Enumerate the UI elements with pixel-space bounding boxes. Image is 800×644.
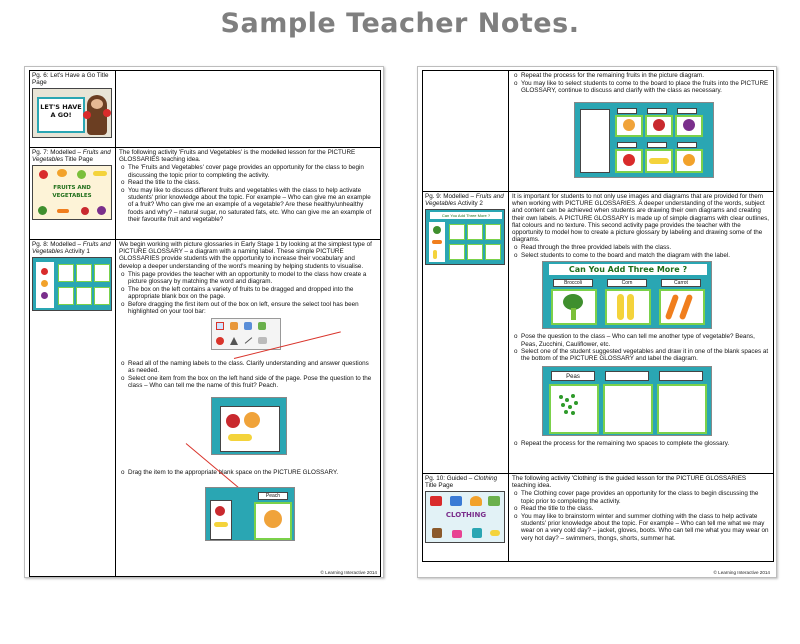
page-title: Sample Teacher Notes. <box>220 8 580 39</box>
boxing-glove-icon <box>103 109 111 117</box>
pea-icon <box>568 405 572 409</box>
pea-icon <box>574 401 578 405</box>
fruit-label <box>647 142 667 148</box>
corn-label: Corn <box>607 279 647 287</box>
banana-icon <box>649 158 669 164</box>
bullet: o Select students to come to the board and match the diagram with the label. <box>512 252 770 259</box>
line-tool-icon <box>245 337 253 344</box>
toolbar-screenshot <box>211 318 281 350</box>
fruit-label <box>677 142 697 148</box>
strawberry-icon <box>215 506 225 516</box>
carrot-icon <box>432 240 442 244</box>
banana-icon <box>93 171 107 176</box>
bullet: o The box on the left contains a variety of fruits to be dragged and dropped into the appropriate blank box on the page. <box>119 286 377 300</box>
row-label <box>30 148 116 239</box>
label-suffix: Activity 1 <box>63 248 90 255</box>
bullet: o Before dragging the first item out of the box on left, ensure the select tool has been highlighted on your tool bar: <box>119 301 377 315</box>
right-notes-table <box>422 70 774 562</box>
row-label-text <box>425 193 506 207</box>
shorts-icon <box>450 496 462 506</box>
pea-icon <box>561 403 565 407</box>
orange-icon <box>41 280 48 287</box>
peach-icon <box>623 119 635 131</box>
bullet-text: Select students to come to the board and match the diagram with the label. <box>521 252 730 260</box>
bullet-text: The box on the left contains a variety of fruits to be dragged and dropped into the appropriate blank box on the page. <box>128 285 354 300</box>
blank-box <box>76 264 92 282</box>
bullet-text: Repeat the process for the remaining fruits in the picture diagram. <box>521 72 705 79</box>
label-prefix: Pg. 10: Guided – <box>425 475 475 482</box>
bullet: o Repeat the process for the remaining two spaces to complete the glossary. <box>512 440 770 447</box>
label-italic: Fruits and Vegetables <box>32 241 111 255</box>
bullet-text: Read through the three provided labels with the class. <box>521 244 672 252</box>
pea-icon <box>571 411 575 415</box>
boxing-glove-icon <box>83 111 91 119</box>
thumb-title-line: FRUITS AND <box>53 185 91 191</box>
eraser-icon <box>258 337 267 344</box>
intro-text: The following activity 'Fruits and Vegetables' is the modelled lesson for the PICTURE GLOSSARIES teaching idea. <box>119 149 356 164</box>
select-tool-icon <box>216 322 224 330</box>
row-label <box>30 240 116 576</box>
grapes-icon <box>683 119 695 131</box>
vegetable-banner: Can You Add Three More ? <box>549 264 707 275</box>
thumb-title <box>39 103 83 119</box>
blank-box <box>94 264 110 282</box>
row-label-text <box>425 475 506 489</box>
hat-icon <box>470 496 482 506</box>
bullet: o You may like to brainstorm winter and summer clothing with the class to help activate students' prior knowledge about the topic. For example – Who can tell me what we may wear on a very cold day? – jacket, gloves, boots. Who can tell me what you may wear on very hot day? – swimmers, thongs, shorts, summer hat. <box>514 513 769 542</box>
bullet-text: You may like to select students to come to the board to place the fruits into the PICTURE GLOSSARY, continue to discuss and clarify with the class as necessary. <box>521 79 769 94</box>
row-label <box>423 192 509 473</box>
corn-icon <box>617 294 624 320</box>
bullet-text: You may like to brainstorm winter and summer clothing with the class to help activate students' prior knowledge about the topic. For example – Who can tell me what we may wear on a very cold day? – jacket, gloves, boots. Who can tell me what you may wear on very hot day? – swimmers, thongs, shorts, summer hat. <box>521 513 769 542</box>
blank-label <box>659 371 703 381</box>
bullet-text: You may like to discuss different fruits and vegetables with the class to help activate students' prior knowledge about the topic. For example – Who can give me an example of a fruit? Who can give me an example of a vegetable? Are these healthy/unhealthy foods and why? – natural sugar, no saturated fats, etc. Who can give me an example of their favourite fruit and vegetable? <box>128 187 372 223</box>
bullet: o Pose the question to the class – Who can tell me another type of vegetable? Beans, Peas, Zucchini, Cauliflower, etc. <box>512 333 770 347</box>
apple-icon <box>623 154 635 166</box>
bullet: o Read the title to the class. <box>512 505 770 512</box>
row-pg7 <box>29 148 381 240</box>
apple-icon <box>41 268 48 275</box>
bullet: o Read the title to the class. <box>119 179 377 186</box>
fruit-label <box>617 108 637 114</box>
fruit-label <box>677 108 697 114</box>
fruit-label <box>617 142 637 148</box>
monkey-face-icon <box>91 99 103 109</box>
bullet-text: Pose the question to the class – Who can tell me another type of vegetable? Beans, Peas, Zucchini, Cauliflower, etc. <box>521 333 755 348</box>
row-pg9 <box>422 192 774 474</box>
blank-box <box>94 287 110 305</box>
peas-label: Peas <box>551 371 595 381</box>
fruit-source-box <box>580 109 610 173</box>
swimmers-icon <box>472 528 482 538</box>
thumb-title-line: LET'S HAVE <box>40 103 82 111</box>
blank-label <box>605 371 649 381</box>
intro-text: We begin working with picture glossaries in Early Stage 1 by looking at the simplest type of PICTURE GLOSSARY – a diagram with a naming label. These simple PICTURE GLOSSARIES provide students with the opportunity to increase their vocabulary and develop a deeper understanding of the word's meaning by helping students to visualise. <box>119 241 372 270</box>
fruit-label <box>647 108 667 114</box>
peach-glossary-screenshot <box>205 487 295 541</box>
orange-icon <box>683 154 695 166</box>
row-label <box>30 71 116 147</box>
bullet: o The 'Fruits and Vegetables' cover page provides an opportunity for the class to begin discussing the topic prior to completing the activity. <box>119 164 377 178</box>
apple-icon <box>39 170 48 179</box>
bullet-text: Select one item from the box on the left hand side of the page. Pose the question to the class – Who can tell me the name of this fruit? Peach. <box>128 374 372 390</box>
activity2-thumbnail <box>425 209 505 265</box>
thumb-title: CLOTHING <box>445 511 487 519</box>
pea-icon <box>559 395 563 399</box>
thumb-banner: Can You Add Three More ? <box>430 212 502 219</box>
bullet: o Read all of the naming labels to the class. Clarify understanding and answer questions as needed. <box>119 360 377 374</box>
carrot-label: Carrot <box>661 279 701 287</box>
right-notes-page <box>417 66 777 578</box>
row-notes <box>509 474 773 561</box>
bullet-text: Read the title to the class. <box>521 505 594 513</box>
jacket-icon <box>488 496 500 506</box>
pea-icon <box>565 398 569 402</box>
fill-tool-icon <box>258 322 266 330</box>
bullet-text: Read all of the naming labels to the class. Clarify understanding and answer questions as needed. <box>128 360 369 375</box>
bullet: o Select one of the student suggested vegetables and draw it in one of the blank spaces at the bottom of the PICTURE GLOSSARY and label the diagram. <box>514 348 769 363</box>
shape-tool-icon <box>216 337 224 345</box>
pen-tool-icon <box>230 322 238 330</box>
broccoli-icon <box>433 226 441 234</box>
row-notes <box>509 192 773 473</box>
broccoli-icon <box>38 206 47 215</box>
row-pg6 <box>29 70 381 148</box>
row-label <box>423 474 509 561</box>
label-italic: Fruits and Vegetables <box>32 149 111 163</box>
bullet-text: Read the title to the class. <box>128 179 201 187</box>
blank-box <box>467 244 483 260</box>
pear-icon <box>77 170 86 179</box>
thumb-title <box>47 184 97 206</box>
bullet-text: The Clothing cover page provides an opportunity for the class to begin discussing the topic prior to completing the activity. <box>521 490 759 505</box>
clothing-thumbnail <box>425 491 505 543</box>
intro-text: It is important for students to not only use images and diagrams that are provided for them when working with PICTURE GLOSSARIES. A deeper understanding of the words, subject and content can be achieved when students are drawing their own diagrams and creating their own labels. A PICTURE GLOSSARY is made up of simple diagrams with clear outlines, flat colours and no texture. This second activity page provides the teacher with the opportunity to model how to create a picture glossary by labeling and drawing some of the diagrams. <box>512 193 770 244</box>
bullet-text: Before dragging the first item out of the box on left, ensure the select tool has been highlighted on your tool bar: <box>128 300 359 315</box>
carrot-icon <box>57 209 69 213</box>
copyright-footer: © Learning Interactive 2014 <box>320 570 377 575</box>
bullet-text: Repeat the process for the remaining two spaces to complete the glossary. <box>521 439 730 447</box>
fruit-drag-screenshot <box>211 397 287 455</box>
thongs-icon <box>490 530 500 536</box>
corn-icon <box>433 250 437 259</box>
peas-box <box>549 384 599 434</box>
strawberry-icon <box>653 119 665 131</box>
gloves-icon <box>452 530 462 538</box>
blank-box <box>449 244 465 260</box>
bullet: o You may like to select students to come to the board to place the fruits into the PICTURE GLOSSARY, continue to discuss and clarify with the class as necessary. <box>514 79 769 94</box>
label-prefix: Pg. 9: Modelled – <box>425 193 476 200</box>
row-pg8 <box>29 240 381 577</box>
corn-icon <box>627 294 634 320</box>
highlighter-icon <box>244 322 252 330</box>
label-italic: Clothing <box>474 475 498 482</box>
triangle-tool-icon <box>230 337 238 345</box>
grapes-icon <box>41 292 48 299</box>
blank-box <box>58 287 74 305</box>
label-prefix: Pg. 8: Modelled – <box>32 241 83 248</box>
blank-box <box>657 384 707 434</box>
peach-label: Peach <box>258 492 288 500</box>
bullet: o The Clothing cover page provides an opportunity for the class to begin discussing the topic prior to completing the activity. <box>512 490 770 504</box>
label-suffix: Activity 2 <box>456 200 483 207</box>
row-pg8-continued <box>422 70 774 192</box>
intro-text: The following activity 'Clothing' is the guided lesson for the PICTURE GLOSSARIES teaching idea. <box>512 475 747 490</box>
vegetable-glossary-screenshot <box>542 261 712 329</box>
completed-fruit-glossary <box>574 102 714 178</box>
broccoli-label: Broccoli <box>553 279 593 287</box>
copyright-footer: © Learning Interactive 2014 <box>713 570 770 575</box>
row-label-text: Pg. 6: Let's Have a Go Title Page <box>32 72 109 86</box>
bullet-text: This page provides the teacher with an opportunity to model to the class how create a picture glossary by matching the word and diagram. <box>128 270 367 286</box>
peas-glossary-screenshot <box>542 366 712 436</box>
bullet-text: The 'Fruits and Vegetables' cover page provides an opportunity for the class to begin discussing the topic prior to completing the activity. <box>128 164 364 179</box>
peach-icon <box>264 510 282 528</box>
label-italic: Fruits and Vegetables <box>425 193 504 207</box>
row-label-text <box>32 241 113 255</box>
fruits-vegetables-thumbnail <box>32 165 112 220</box>
strawberry-icon <box>81 207 89 215</box>
thumb-title-line: VEGETABLES <box>52 193 92 199</box>
activity1-thumbnail <box>32 257 112 311</box>
thumb-title-line: A GO! <box>50 111 72 119</box>
row-notes <box>509 71 773 191</box>
bullet-text: Select one of the student suggested vegetables and draw it in one of the blank spaces at the bottom of the PICTURE GLOSSARY and label the diagram. <box>521 348 769 363</box>
bullet: o Select one item from the box on the left hand side of the page. Pose the question to the class – Who can tell me the name of this fruit? Peach. <box>119 375 377 389</box>
pea-icon <box>571 394 575 398</box>
orange-icon <box>57 169 67 177</box>
bullet: o Read through the three provided labels with the class. <box>512 244 770 251</box>
blank-box <box>485 224 501 240</box>
blank-box <box>449 224 465 240</box>
boots-icon <box>432 528 442 538</box>
blank-box <box>485 244 501 260</box>
banana-icon <box>228 434 252 441</box>
lets-have-a-go-thumbnail <box>32 88 112 138</box>
blank-box <box>467 224 483 240</box>
row-label-text <box>32 149 113 163</box>
row-label <box>423 71 509 191</box>
label-suffix: Title Page <box>63 156 94 163</box>
bullet: o You may like to discuss different fruits and vegetables with the class to help activate students' prior knowledge about the topic. For example – Who can give me an example of a fruit? Who can give me an example of a vegetable? Are these healthy/unhealthy foods and why? – natural sugar, no saturated fats, etc. Who can give me an example of their favourite fruit and vegetable? <box>119 187 377 223</box>
row-notes <box>116 148 380 239</box>
bullet: o Repeat the process for the remaining fruits in the picture diagram. <box>512 72 770 79</box>
broccoli-stem-icon <box>571 308 576 320</box>
bullet: o This page provides the teacher with an opportunity to model to the class how create a picture glossary by matching the word and diagram. <box>119 271 377 285</box>
bullet: o Drag the item to the appropriate blank space on the PICTURE GLOSSARY. <box>119 469 377 476</box>
grapes-icon <box>97 206 106 215</box>
bullet-text: Drag the item to the appropriate blank space on the PICTURE GLOSSARY. <box>128 469 339 477</box>
blank-box <box>76 287 92 305</box>
blank-box <box>603 384 653 434</box>
row-notes <box>116 71 380 147</box>
left-notes-page <box>24 66 384 578</box>
label-prefix: Pg. 7: Modelled – <box>32 149 83 156</box>
row-notes <box>116 240 380 576</box>
label-suffix: Title Page <box>425 482 454 489</box>
banana-icon <box>214 522 228 527</box>
blank-box <box>58 264 74 282</box>
shirt-icon <box>430 496 442 506</box>
left-notes-table <box>29 70 381 577</box>
row-pg10 <box>422 474 774 562</box>
pea-icon <box>564 410 568 414</box>
